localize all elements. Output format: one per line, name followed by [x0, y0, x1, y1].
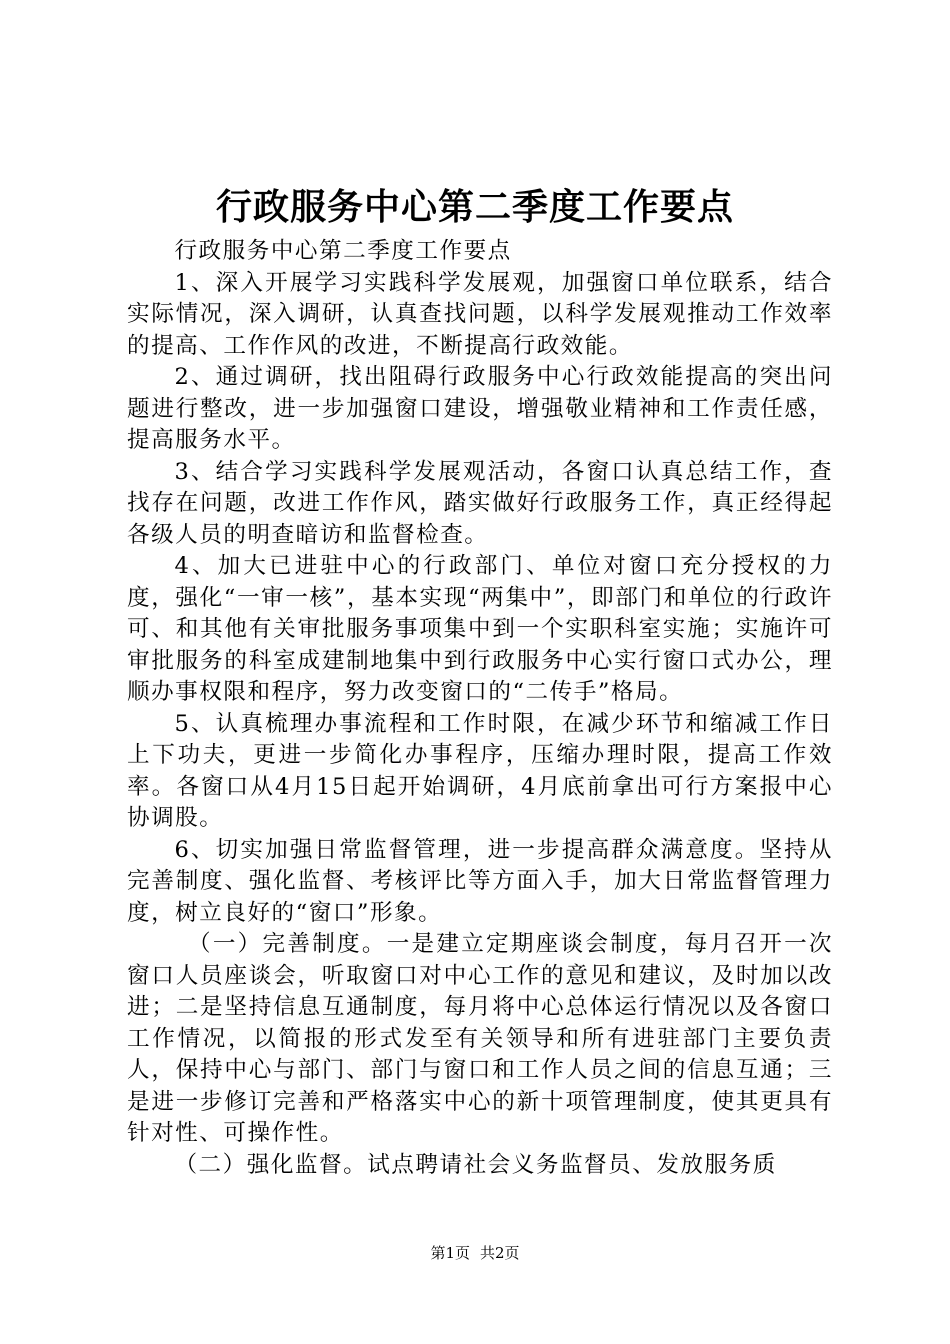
page-footer — [0, 1243, 950, 1263]
paragraph-item-3: 3、结合学习实践科学发展观活动，各窗口认真总结工作，查找存在问题，改进工作作风，踏实做好行政服务工作，真正经得起各级人员的明查暗访和监督检查。 — [127, 458, 833, 548]
paragraph-item-2: 2、通过调研，找出阻碍行政服务中心行政效能提高的突出问题进行整改，进一步加强窗口建设，增强敬业精神和工作责任感，提高服务水平。 — [127, 364, 833, 453]
paragraph-item-1: 1、深入开展学习实践科学发展观，加强窗口单位联系，结合实际情况，深入调研，认真查找问题，以科学发展观推动工作效率的提高、工作作风的改进，不断提高行政效能。 — [127, 269, 833, 359]
page-total: 共2页 — [480, 1244, 520, 1262]
paragraph-item-5: 5、认真梳理办事流程和工作时限，在减少环节和缩减工作日上下功夫，更进一步简化办事程序，压缩办理时限，提高工作效率。各窗口从4月15日起开始调研，4月底前拿出可行方案报中心协调股。 — [127, 710, 833, 831]
paragraph-item-4: 4、加大已进驻中心的行政部门、单位对窗口充分授权的力度，强化“一审一核”，基本实现“两集中”，即部门和单位的行政许可、和其他有关审批服务事项集中到一个实职科室实施；实施许可审批服务的科室成建制地集中到行政服务中心实行窗口式办公，理顺办事权限和程序，努力改变窗口的“二传手”格局。 — [127, 553, 833, 705]
paragraph-item-6: 6、切实加强日常监督管理，进一步提高群众满意度。坚持从完善制度、强化监督、考核评比等方面入手，加大日常监督管理力度，树立良好的“窗口”形象。 — [127, 836, 833, 926]
document-title: 行政服务中心第二季度工作要点 — [215, 187, 734, 228]
document-body — [127, 236, 833, 1181]
paragraph-subitem-2: （二）强化监督。试点聘请社会义务监督员、发放服务质 — [174, 1151, 777, 1178]
paragraph-subitem-1: （一）完善制度。一是建立定期座谈会制度，每月召开一次窗口人员座谈会，听取窗口对中心工作的意见和建议，及时加以改进；二是坚持信息互通制度，每月将中心总体运行情况以及各窗口工作情况，以简报的形式发至有关领导和所有进驻部门主要负责人，保持中心与部门、部门与窗口和工作人员之间的信息互通；三是进一步修订完善和严格落实中心的新十项管理制度，使其更具有针对性、可操作性。 — [127, 931, 833, 1146]
subtitle-paragraph: 行政服务中心第二季度工作要点 — [174, 238, 512, 264]
page-number: 第1页 — [430, 1244, 470, 1262]
